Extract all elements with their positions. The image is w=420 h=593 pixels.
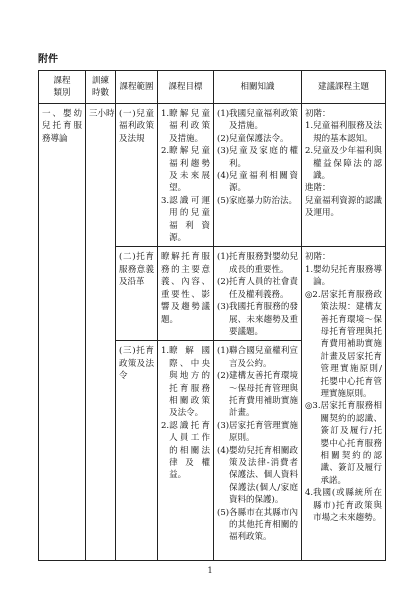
- page-number: 1: [207, 566, 213, 575]
- item-text: 各縣市在其縣市內的其他托育相關的福利政策。: [229, 507, 298, 543]
- topic-advanced-text: 兒童福利資源的認識及運用。: [305, 195, 382, 219]
- knowledge-item: [217, 133, 298, 145]
- goals-cell: [158, 247, 214, 341]
- goal-item: [161, 195, 210, 245]
- training-hours-cell: [86, 104, 116, 561]
- goal-item: [161, 420, 210, 482]
- knowledge-cell: [214, 104, 302, 247]
- item-text: 兒童及家庭的權利。: [229, 146, 298, 169]
- table-header-row: [39, 71, 386, 104]
- item-text: 我國兒童福利政策及措施。: [229, 109, 298, 132]
- goal-item: [161, 345, 210, 419]
- item-text: 兒童福利相關資源。: [229, 171, 298, 194]
- item-text: 兒童福利服務及法規的基本認知。: [313, 121, 382, 144]
- table-row: [39, 104, 386, 247]
- knowledge-item: [217, 507, 298, 544]
- item-marker: (1): [217, 109, 230, 119]
- header-topics: 建議課程主題: [302, 71, 386, 104]
- item-text: 我國(或縣統所在縣市)托育政策與市場之未來趨勢。: [313, 488, 382, 523]
- item-marker: 3.: [161, 195, 170, 206]
- item-marker: 1.: [305, 264, 314, 275]
- item-text: 我國托育服務的發展、未來趨勢及重要議題。: [229, 302, 298, 337]
- item-marker: (5): [217, 195, 230, 206]
- item-marker: 2.: [161, 420, 170, 431]
- goal-item: [161, 145, 210, 195]
- knowledge-item: [217, 108, 298, 133]
- item-marker: (3): [217, 302, 230, 313]
- item-marker: (1): [217, 252, 230, 263]
- item-text: 居家托育服務政策法規：建構友善托育環境～保母托育管理與托育費用補助實施計畫及居家托育管理實施原則/托嬰中心托育管理實施原則。: [320, 289, 382, 399]
- item-text: 瞭解兒童福利政策及措施。: [169, 109, 210, 144]
- item-text: 居家托育管理實施原則。: [229, 420, 298, 444]
- course-scope: (二)托育服務意義及沿革: [119, 252, 154, 288]
- topic-item: [305, 120, 382, 145]
- item-text: 托育人員的社會責任及權利義務。: [229, 277, 298, 300]
- course-category: 一、嬰幼兒托育服務導論: [42, 109, 82, 144]
- header-scope: 課程範圍: [116, 71, 158, 104]
- knowledge-item: [217, 145, 298, 170]
- topic-item: [305, 145, 382, 182]
- header-knowledge: 相關知識: [214, 71, 302, 104]
- item-marker: 2.: [305, 146, 314, 157]
- header-hours: 訓練 時數: [86, 71, 116, 104]
- item-marker: 1.: [161, 346, 170, 357]
- header-category: 課程 類別: [39, 71, 86, 104]
- item-marker: (2): [217, 133, 230, 144]
- item-marker: (4): [217, 171, 230, 182]
- scope-cell: [116, 247, 158, 341]
- item-text: 瞭解國際、中央與地方的托育服務相關政策及法令。: [169, 346, 210, 419]
- item-text: 嬰幼兒托育相關政策及法律-消費者保護法、個人資料保護法(個人/家庭資料的保護)。: [229, 445, 298, 506]
- item-text: 家庭暴力防治法。: [229, 195, 298, 206]
- item-text: 認識可運用的兒童福利資源。: [169, 195, 210, 244]
- knowledge-item: [217, 276, 298, 301]
- scope-cell: [116, 104, 158, 247]
- item-text: 嬰幼兒托育服務導論。: [313, 264, 382, 288]
- item-text: 居家托育服務相關契約的認識、簽訂及履行/托嬰中心托育服務相關契約的認識、簽訂及履行承諾。: [320, 401, 382, 486]
- attachment-heading: 附件: [38, 54, 58, 65]
- course-scope: (三)托育政策及法令: [119, 346, 154, 382]
- item-marker: (4): [217, 445, 230, 456]
- knowledge-cell: [214, 247, 302, 341]
- item-marker: (3): [217, 146, 230, 157]
- goals-cell: [158, 341, 214, 561]
- goals-cell: [158, 104, 214, 247]
- knowledge-item: [217, 170, 298, 195]
- item-marker: (2): [217, 371, 230, 382]
- item-marker: 1.: [305, 121, 314, 132]
- item-marker: 4.: [305, 488, 314, 499]
- topics-cell: [302, 247, 386, 561]
- topic-item: [305, 289, 382, 401]
- item-marker: (2): [217, 277, 230, 288]
- topics-cell: [302, 104, 386, 247]
- knowledge-item: [217, 420, 298, 445]
- topics-basic-label: 初階：: [305, 109, 331, 119]
- item-text: 兒童保護法令。: [229, 133, 289, 144]
- item-marker: 1.: [161, 109, 170, 119]
- knowledge-item: [217, 445, 298, 507]
- scope-cell: [116, 341, 158, 561]
- knowledge-item: [217, 195, 298, 207]
- knowledge-item: [217, 345, 298, 370]
- course-scope: (一)兒童福利政策及法規: [119, 109, 154, 144]
- item-marker: (5): [217, 507, 230, 518]
- item-marker: 2.: [161, 146, 170, 157]
- knowledge-item: [217, 301, 298, 338]
- item-marker: (3): [217, 420, 230, 431]
- item-marker: (1): [217, 346, 230, 357]
- item-text: 瞭解兒童福利趨勢及未來展望。: [169, 146, 210, 194]
- training-hours: 三小時: [89, 109, 115, 119]
- topic-item: [305, 400, 382, 487]
- knowledge-item: [217, 251, 298, 276]
- knowledge-item: [217, 370, 298, 420]
- item-text: 托育服務對嬰幼兒成長的重要性。: [229, 252, 298, 275]
- topic-item: [305, 264, 382, 289]
- item-marker: ◎2.: [305, 289, 321, 300]
- topics-basic-label: 初階：: [305, 252, 331, 263]
- header-goals: 課程目標: [158, 71, 214, 104]
- item-text: 聯合國兒童權利宣言及公約。: [229, 346, 298, 369]
- item-text: 建構友善托育環境～保母托育管理與托育費用補助實施計畫。: [229, 371, 298, 419]
- item-text: 兒童及少年福利與權益保障法的認識。: [313, 146, 382, 182]
- knowledge-cell: [214, 341, 302, 561]
- item-marker: ◎3.: [305, 401, 321, 412]
- item-text: 認識托育人員工作的相關法律及權益。: [169, 420, 210, 481]
- topic-item: [305, 487, 382, 524]
- goal-text: 瞭解托育服務的主要意義、內容、重要性、影響及趨勢議題。: [161, 252, 210, 325]
- course-category-cell: [39, 104, 86, 561]
- goal-item: [161, 108, 210, 145]
- topics-advanced-label: 進階：: [305, 183, 331, 194]
- course-table: [38, 70, 386, 561]
